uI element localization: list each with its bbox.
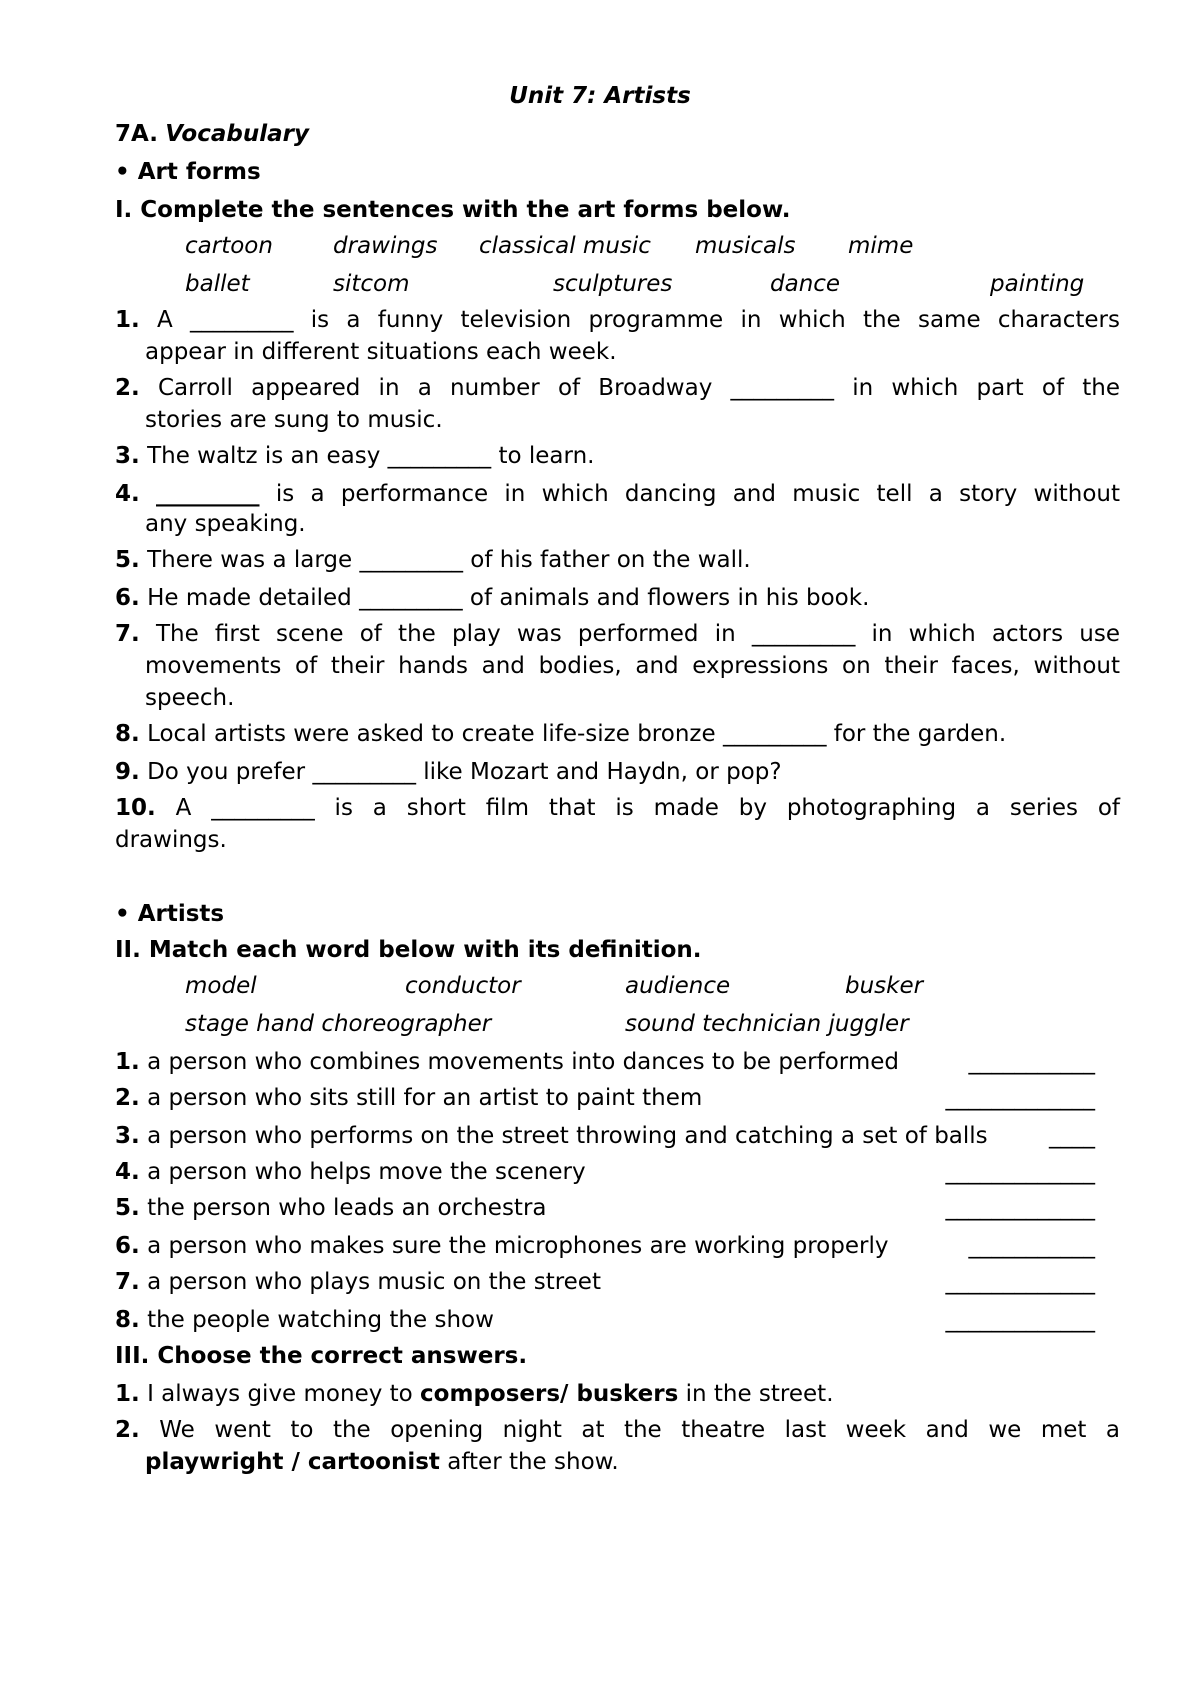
word-bank-item: conductor bbox=[405, 973, 521, 999]
exercise-1-item-7: 7. The first scene of the play was performed in _________ in which actors use bbox=[115, 621, 1121, 647]
exercise-1-instruction: I. Complete the sentences with the art forms below. bbox=[115, 197, 791, 223]
word-bank-row bbox=[115, 1008, 1120, 1040]
exercise-1-item-9: 9. Do you prefer _________ like Mozart and Haydn, or pop? bbox=[115, 759, 782, 785]
exercise-2-item-7: 7. a person who plays music on the street _____________ bbox=[115, 1266, 1095, 1298]
word-bank-item: ballet bbox=[185, 271, 250, 297]
word-bank-item: painting bbox=[990, 271, 1085, 297]
exercise-1-item-7-cont: speech. bbox=[145, 685, 235, 711]
word-bank-item: sculptures bbox=[553, 271, 673, 297]
exercise-1-item-4-cont: any speaking. bbox=[145, 511, 306, 537]
word-bank-item: drawings bbox=[333, 233, 438, 259]
art-forms-heading: • Art forms bbox=[115, 159, 261, 185]
answer-blank[interactable]: _____________ bbox=[945, 1269, 1095, 1295]
word-bank-item: stage hand choreographer bbox=[185, 1011, 492, 1037]
exercise-1-item-3: 3. The waltz is an easy _________ to learn. bbox=[115, 443, 595, 469]
exercise-1-item-5: 5. There was a large _________ of his father on the wall. bbox=[115, 547, 751, 573]
exercise-2-item-6: 6. a person who makes sure the microphones are working properly ___________ bbox=[115, 1230, 1095, 1262]
exercise-1-item-8: 8. Local artists were asked to create life-size bronze _________ for the garden. bbox=[115, 721, 1007, 747]
answer-blank[interactable]: _____________ bbox=[945, 1195, 1095, 1221]
exercise-2-item-1: 1. a person who combines movements into dances to be performed ___________ bbox=[115, 1046, 1095, 1078]
word-bank-item: classical music bbox=[479, 233, 651, 259]
exercise-1-item-10-cont: drawings. bbox=[115, 827, 227, 853]
word-bank-item: mime bbox=[848, 233, 914, 259]
exercise-3-item-1: 1. I always give money to composers/ buskers in the street. bbox=[115, 1381, 834, 1407]
word-bank-item: dance bbox=[770, 271, 841, 297]
word-bank-item: model bbox=[185, 973, 257, 999]
word-bank-item: cartoon bbox=[185, 233, 273, 259]
section-heading bbox=[115, 118, 1120, 150]
exercise-1-item-2: 2. Carroll appeared in a number of Broadway _________ in which part of the bbox=[115, 375, 1120, 401]
exercise-1-item-6: 6. He made detailed _________ of animals and flowers in his book. bbox=[115, 585, 870, 611]
exercise-3-item-2: 2. We went to the opening night at the theatre last week and we met a bbox=[115, 1417, 1121, 1443]
section-number: 7A. bbox=[115, 121, 158, 147]
word-bank-row bbox=[115, 268, 1120, 300]
exercise-3-item-2-cont: playwright / cartoonist after the show. bbox=[145, 1449, 619, 1475]
exercise-1-item-1-cont: appear in different situations each week. bbox=[145, 339, 617, 365]
exercise-1-item-1: 1. A _________ is a funny television programme in which the same characters bbox=[115, 307, 1120, 333]
exercise-2-item-2: 2. a person who sits still for an artist to paint them _____________ bbox=[115, 1082, 1095, 1114]
word-bank-item: sound technician juggler bbox=[625, 1011, 909, 1037]
exercise-1-item-7-cont: movements of their hands and bodies, and expressions on their faces, without bbox=[145, 653, 1120, 679]
answer-blank[interactable]: _____________ bbox=[945, 1085, 1095, 1111]
exercise-2-item-5: 5. the person who leads an orchestra _____________ bbox=[115, 1192, 1095, 1224]
page-title: Unit 7: Artists bbox=[509, 83, 691, 109]
section-name: Vocabulary bbox=[165, 121, 309, 147]
exercise-3-instruction: III. Choose the correct answers. bbox=[115, 1343, 528, 1369]
word-bank-row bbox=[115, 970, 1120, 1002]
answer-blank[interactable]: ____ bbox=[1049, 1123, 1095, 1149]
word-bank-item: audience bbox=[625, 973, 731, 999]
exercise-1-item-10: 10. A _________ is a short film that is made by photographing a series of bbox=[115, 795, 1120, 821]
answer-blank[interactable]: ___________ bbox=[968, 1049, 1095, 1075]
exercise-2-item-3: 3. a person who performs on the street throwing and catching a set of balls ____ bbox=[115, 1120, 1095, 1152]
exercise-1-item-2-cont: stories are sung to music. bbox=[145, 407, 443, 433]
answer-choices[interactable]: playwright / cartoonist bbox=[145, 1449, 440, 1475]
artists-heading: • Artists bbox=[115, 901, 225, 927]
word-bank-item: busker bbox=[845, 973, 924, 999]
exercise-1-item-4: 4. _________ is a performance in which dancing and music tell a story without bbox=[115, 481, 1120, 507]
exercise-2-instruction: II. Match each word below with its definition. bbox=[115, 937, 702, 963]
answer-choices[interactable]: composers/ buskers bbox=[420, 1381, 679, 1407]
word-bank-item: musicals bbox=[695, 233, 796, 259]
exercise-2-item-4: 4. a person who helps move the scenery _____________ bbox=[115, 1156, 1095, 1188]
answer-blank[interactable]: ___________ bbox=[968, 1233, 1095, 1259]
exercise-2-item-8: 8. the people watching the show _____________ bbox=[115, 1304, 1095, 1336]
word-bank-row bbox=[115, 230, 1120, 262]
answer-blank[interactable]: _____________ bbox=[945, 1307, 1095, 1333]
word-bank-item: sitcom bbox=[333, 271, 410, 297]
answer-blank[interactable]: _____________ bbox=[945, 1159, 1095, 1185]
